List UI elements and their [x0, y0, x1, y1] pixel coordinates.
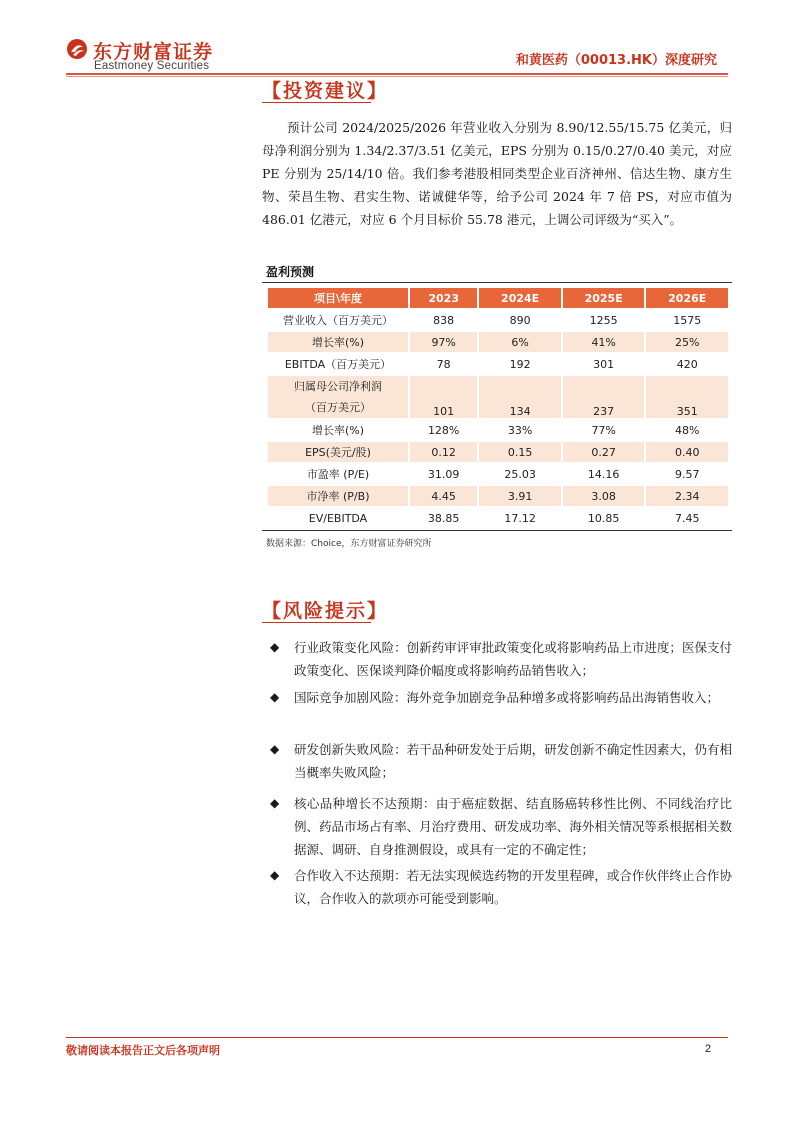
table-cell: 2.34: [646, 486, 728, 506]
table-cell: 0.40: [646, 442, 728, 462]
risk-item-text: 行业政策变化风险：创新药审评审批政策变化或将影响药品上市进度；医保支付政策变化、医保谈判降价幅度或将影响药品销售收入；: [294, 640, 732, 678]
table-cell: 134: [479, 376, 561, 418]
forecast-table-title: 盈利预测: [266, 265, 315, 279]
table-cell: 838: [433, 313, 455, 327]
table-cell: 6%: [479, 332, 561, 352]
table-cell: 420: [676, 357, 698, 371]
table-cell: 25%: [646, 332, 728, 352]
column-header: 项目\年度: [268, 288, 408, 308]
table-cell: 17.12: [504, 511, 536, 525]
table-cell: 3.08: [563, 486, 645, 506]
table-row: [268, 464, 728, 484]
row-label: 增长率(%): [311, 424, 365, 437]
table-row: [268, 376, 728, 418]
table-row: [268, 310, 728, 330]
footer-disclaimer: 敬请阅读本报告正文后各项声明: [66, 1044, 220, 1057]
investment-paragraph: 预计公司 2024/2025/2026 年营业收入分别为 8.90/12.55/15.75 亿美元，归母净利润分别为 1.34/2.37/3.51 亿美元，EPS 分别为 0.15/0.27/0.40 美元，对应 PE 分别为 25/14/10 倍。我们参考港股相同类型企业百济神州、信达生物、康方生物、荣昌生物、君实生物、诺诚健华等，给予公司 2024 年 7 倍 PS，对应市值为 486.01 亿港元，对应 6 个月目标价 55.78 港元，上调公司评级为“买入”。: [262, 120, 732, 227]
table-cell: 1575: [673, 313, 702, 327]
logo-english-name: Eastmoney Securities: [94, 60, 210, 72]
report-title: 和黄医药（00013.HK）深度研究: [515, 53, 717, 68]
table-cell: 1255: [589, 313, 618, 327]
table-cell: 97%: [410, 332, 477, 352]
table-row: [268, 508, 728, 528]
table-cell: 351: [646, 376, 728, 418]
risk-item: [270, 792, 732, 861]
investment-heading: 【投资建议】: [262, 80, 389, 102]
page-number: 2: [705, 1043, 712, 1055]
risk-item: [270, 864, 732, 910]
table-cell: 78: [436, 357, 451, 371]
column-header: 2023: [410, 288, 477, 308]
header-divider-thin: [66, 76, 728, 77]
diamond-bullet-icon: ◆: [270, 868, 280, 882]
forecast-table: [266, 286, 730, 530]
risk-heading: 【风险提示】: [262, 600, 389, 622]
row-label-line: （百万美元）: [305, 401, 371, 414]
risk-item: [270, 738, 732, 784]
row-label: 营业收入（百万美元）: [283, 314, 393, 327]
table-row: [268, 486, 728, 506]
table-cell: 237: [563, 376, 645, 418]
row-label: EV/EBITDA: [308, 511, 368, 525]
diamond-bullet-icon: ◆: [270, 742, 280, 756]
row-label-line: 归属母公司净利润: [294, 380, 382, 393]
diamond-bullet-icon: ◆: [270, 690, 280, 704]
table-cell: 0.27: [563, 442, 645, 462]
table-cell: 192: [509, 357, 531, 371]
risk-item-text: 核心品种增长不达预期：由于癌症数据、结直肠癌转移性比例、不同线治疗比例、药品市场占有率、月治疗费用、研发成功率、海外相关情况等系根据相关数据源、调研、自身推测假设，或具有一定的不确定性；: [294, 796, 732, 857]
investment-heading-underline: [262, 102, 371, 103]
diamond-bullet-icon: ◆: [270, 796, 280, 810]
column-header: 2026E: [646, 288, 728, 308]
table-cell: 101: [410, 376, 477, 418]
table-bottom-rule: [262, 530, 732, 531]
logo-chinese-name: 东方财富证券: [93, 41, 214, 63]
footer-divider: [66, 1037, 728, 1038]
table-row: [268, 354, 728, 374]
table-cell: 128%: [427, 423, 460, 437]
table-row: [268, 442, 728, 462]
row-label: 市盈率 (P/E): [306, 468, 370, 481]
table-cell: 9.57: [674, 467, 700, 481]
risk-item-text: 研发创新失败风险：若干品种研发处于后期，研发创新不确定性因素大，仍有相当概率失败风险；: [294, 742, 732, 780]
risk-item-text: 国际竞争加剧风险：海外竞争加剧竞争品种增多或将影响药品出海销售收入；: [294, 690, 720, 705]
risk-item: [270, 686, 732, 709]
table-row: [268, 332, 728, 352]
table-cell: 7.45: [674, 511, 700, 525]
risk-item: [270, 636, 732, 682]
risk-item-text: 合作收入不达预期：若无法实现候选药物的开发里程碑，或合作伙伴终止合作协议，合作收入的款项亦可能受到影响。: [294, 868, 732, 906]
table-cell: 77%: [591, 423, 616, 437]
row-label: EBITDA（百万美元）: [284, 358, 392, 371]
table-cell: 0.15: [479, 442, 561, 462]
table-source-note: 数据来源：Choice，东方财富证券研究所: [266, 539, 432, 549]
table-cell: 48%: [674, 423, 700, 437]
row-label: 市净率 (P/B): [268, 486, 408, 506]
table-cell: 301: [593, 357, 615, 371]
row-label: 增长率(%): [268, 332, 408, 352]
table-row: [268, 420, 728, 440]
table-top-rule: [262, 282, 732, 283]
table-cell: 3.91: [479, 486, 561, 506]
diamond-bullet-icon: ◆: [270, 640, 280, 654]
table-cell: 41%: [563, 332, 645, 352]
table-header-row: [268, 288, 728, 308]
table-cell: 4.45: [410, 486, 477, 506]
table-cell: 0.12: [410, 442, 477, 462]
table-cell: 14.16: [587, 467, 620, 481]
table-cell: 33%: [507, 423, 533, 437]
table-cell: 38.85: [427, 511, 460, 525]
table-cell: 10.85: [587, 511, 620, 525]
risk-heading-underline: [262, 622, 371, 623]
header-divider: [66, 73, 728, 75]
table-cell: 31.09: [427, 467, 460, 481]
row-label: [268, 376, 408, 418]
column-header: 2024E: [479, 288, 561, 308]
column-header: 2025E: [563, 288, 645, 308]
eastmoney-logo-icon: [66, 38, 88, 60]
row-label: EPS(美元/股): [268, 442, 408, 462]
table-cell: 890: [509, 313, 531, 327]
table-cell: 25.03: [504, 467, 536, 481]
